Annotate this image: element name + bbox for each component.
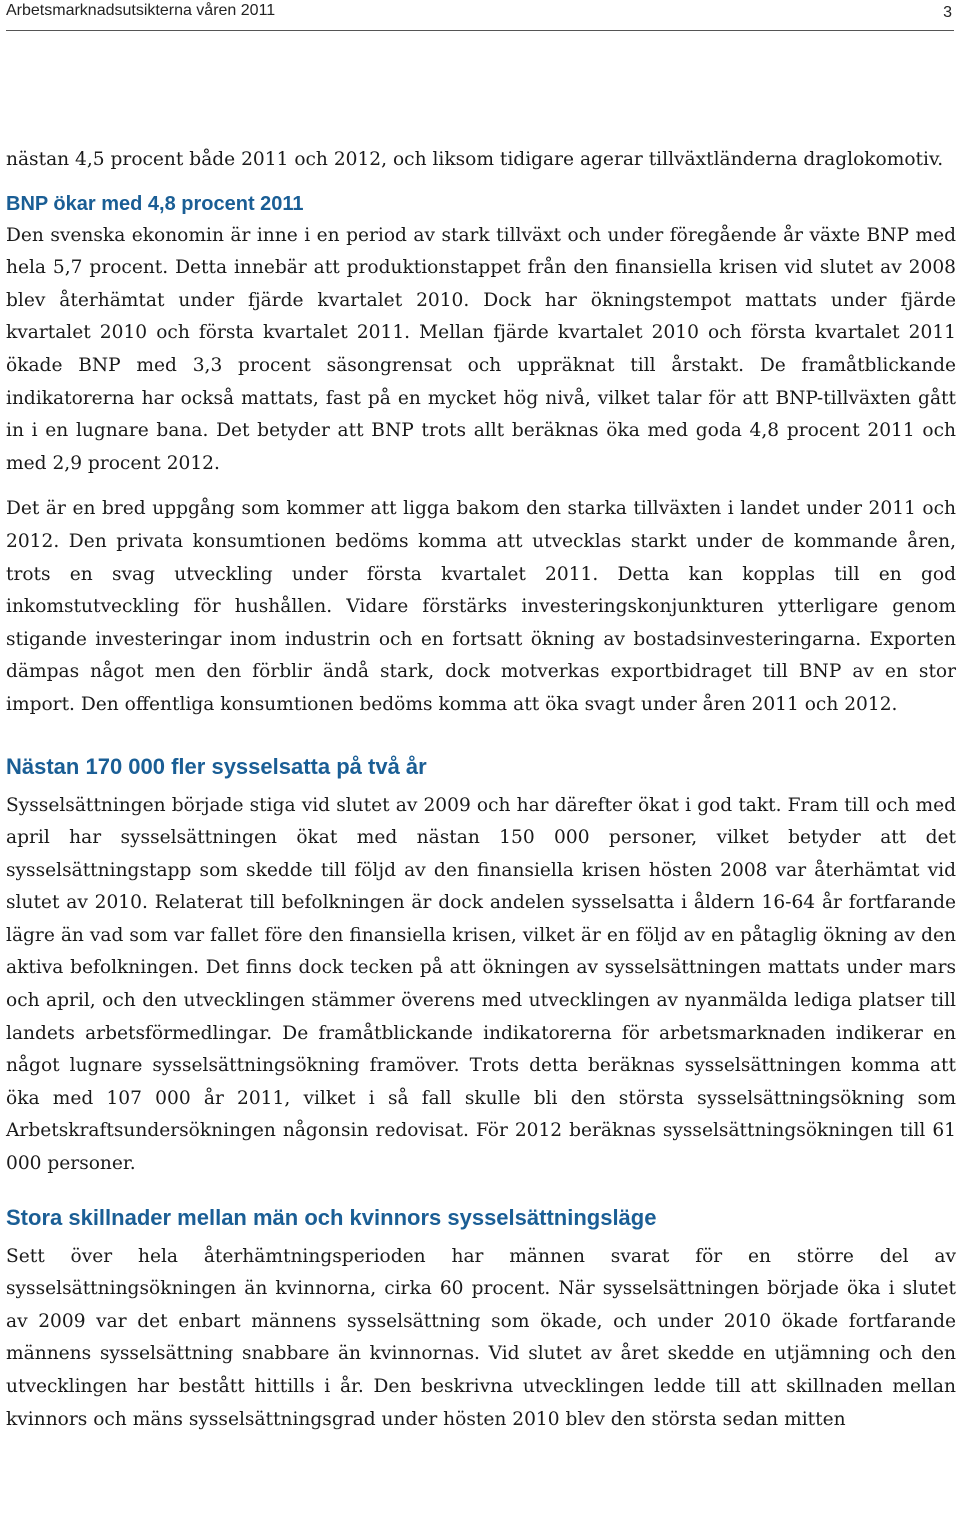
page-header — [6, 0, 952, 30]
gender-paragraph: Sett över hela återhämtningsperioden har männen svarat för en större del av sysselsättningsökningen än kvinnorna, cirka 60 procent. När sysselsättningen började öka i slutet av 2009 var det enbart männens sysselsättning som ökade, och under 2010 ökade fortfarande männens sysselsättning snabbare än kvinnornas. Vid slutet av året skedde en utjämning och den utvecklingen har bestått hittills i år. Den beskrivna utvecklingen ledde till att skillnaden mellan kvinnors och mäns sysselsättningsgrad under hösten 2010 blev den största sedan mitten — [6, 1245, 956, 1430]
section-heading-bnp: BNP ökar med 4,8 procent 2011 — [6, 192, 304, 215]
section-heading-gender: Stora skillnader mellan män och kvinnors sysselsättningsläge — [6, 1204, 657, 1230]
intro-paragraph: nästan 4,5 procent både 2011 och 2012, och liksom tidigare agerar tillväxtländerna draglokomotiv. — [6, 149, 944, 170]
header-rule — [6, 30, 954, 31]
employment-paragraph: Sysselsättningen började stiga vid slutet av 2009 och har därefter ökat i god takt. Fram till och med april har sysselsättningen ökat med nästan 150 000 personer, vilket betyder att det sysselsättningstapp som skedde till följd av den finansiella krisen hösten 2008 var återhämtat vid slutet av 2010. Relaterat till befolkningen är dock andelen sysselsatta i åldern 16-64 år fortfarande lägre än vad som var fallet före den finansiella krisen, vilket är en följd av en påtaglig ökning av den aktiva befolkningen. Det finns dock tecken på att ökningen av sysselsättningen mattats under mars och april, och den utvecklingen stämmer överens med utvecklingen av nyanmälda lediga platser till landets arbetsförmedlingar. De framåtblickande indikatorerna för arbetsmarknaden indikerar en något lugnare sysselsättningsökning framöver. Trots detta beräknas sysselsättningen komma att öka med 107 000 år 2011, vilket i så fall skulle bli den största sysselsättningsökning som Arbetskraftsundersökningen någonsin redovisat. För 2012 beräknas sysselsättningsökningen till 61 000 personer. — [6, 794, 956, 1175]
document-body — [6, 144, 956, 1436]
running-title: Arbetsmarknadsutsikterna våren 2011 — [6, 2, 276, 19]
section-heading-employment: Nästan 170 000 fler sysselsatta på två år — [6, 753, 427, 779]
bnp-paragraph-1: Den svenska ekonomin är inne i en period av stark tillväxt och under föregående år växte BNP med hela 5,7 procent. Detta innebär att produktionstappet från den finansiella krisen vid slutet av 2008 blev återhämtat under fjärde kvartalet 2010. Dock har ökningstempot mattats under fjärde kvartalet 2010 och första kvartalet 2011. Mellan fjärde kvartalet 2010 och första kvartalet 2011 ökade BNP med 3,3 procent säsongrensat och uppräknat till årstakt. De framåtblickande indikatorerna har också mattats, fast på en mycket hög nivå, vilket talar för att BNP-tillväxten gått in i en lugnare bana. Det betyder att BNP trots allt beräknas öka med goda 4,8 procent 2011 och med 2,9 procent 2012. — [6, 224, 956, 474]
bnp-paragraph-2: Det är en bred uppgång som kommer att ligga bakom den starka tillväxten i landet under 2011 och 2012. Den privata konsumtionen bedöms komma att utvecklas starkt under de kommande åren, trots en svag utveckling under första kvartalet 2011. Detta kan kopplas till en god inkomstutveckling för hushållen. Vidare förstärks investeringskonjunkturen ytterligare genom stigande investeringar inom industrin och en fortsatt ökning av bostadsinvesteringarna. Exporten dämpas något men den förblir ändå stark, dock motverkas exportbidraget till BNP av en stor import. Den offentliga konsumtionen bedöms komma att öka svagt under åren 2011 och 2012. — [6, 498, 956, 715]
page-number: 3 — [943, 4, 952, 21]
